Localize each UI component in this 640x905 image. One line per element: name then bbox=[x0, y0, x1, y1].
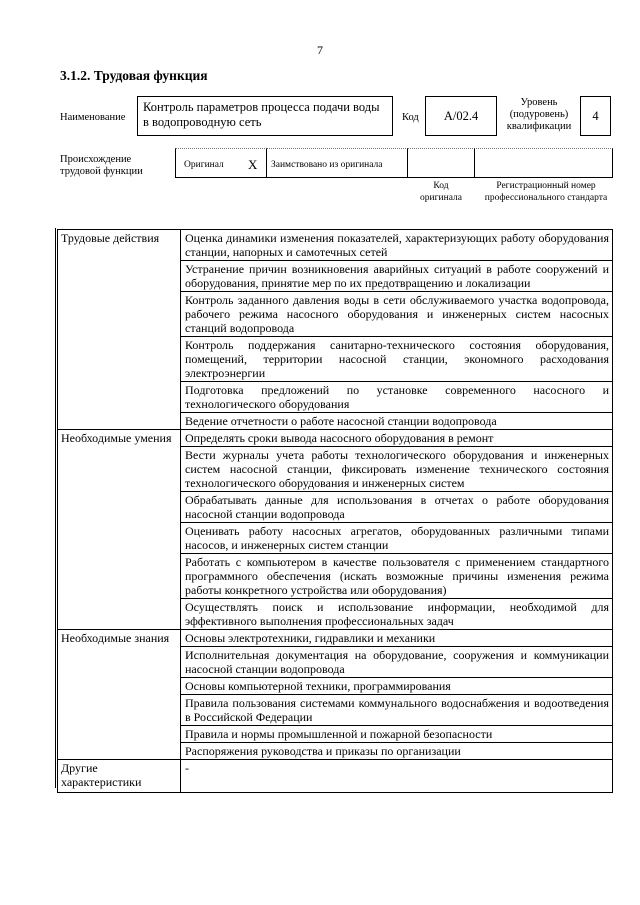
level-value: 4 bbox=[592, 108, 599, 123]
table-cell: Правила и нормы промышленной и пожарной безопасности bbox=[181, 726, 613, 743]
group-title: Необходимые умения bbox=[58, 430, 181, 630]
table-cell: Правила пользования системами коммунального водоснабжения и водоотведения в Российской Федерации bbox=[181, 695, 613, 726]
table-cell: - bbox=[181, 760, 613, 793]
table-cell: Основы электротехники, гидравлики и механики bbox=[181, 630, 613, 647]
original-label: Оригинал bbox=[184, 160, 224, 170]
table-row bbox=[58, 430, 613, 447]
table-row bbox=[58, 230, 613, 261]
code-value: А/02.4 bbox=[443, 108, 479, 123]
table-cell: Основы компьютерной техники, программирования bbox=[181, 678, 613, 695]
page-number: 7 bbox=[317, 43, 323, 57]
table-cell: Распоряжения руководства и приказы по организации bbox=[181, 743, 613, 760]
group-title: Другие характеристики bbox=[58, 760, 181, 793]
function-name-value: Контроль параметров процесса подачи воды в водопроводную сеть bbox=[143, 100, 380, 129]
table-cell: Исполнительная документация на оборудование, сооружения и коммуникации насосной станции водопровода bbox=[181, 647, 613, 678]
table-row bbox=[58, 630, 613, 647]
reg-number-caption: Регистрационный номер профессионального стандарта bbox=[484, 181, 608, 203]
code-label: Код bbox=[402, 112, 419, 123]
original-mark: X bbox=[248, 157, 258, 172]
table-cell: Работать с компьютером в качестве пользователя с применением стандартного программного обеспечения (искать возможные причины изменения режима работы конкретного устройства или оборудования) bbox=[181, 554, 613, 599]
code-box bbox=[425, 96, 497, 136]
code-original-cell bbox=[407, 148, 475, 178]
name-label: Наименование bbox=[60, 112, 126, 123]
table-cell: Ведение отчетности о работе насосной станции водопровода bbox=[181, 413, 613, 430]
table-cell: Определять сроки вывода насосного оборудования в ремонт bbox=[181, 430, 613, 447]
original-cell bbox=[175, 148, 267, 178]
table-cell: Оценивать работу насосных агрегатов, оборудованных различными типами насосов, и инженерных систем станции bbox=[181, 523, 613, 554]
table-cell: Контроль поддержания санитарно-технического состояния оборудования, помещений, территории насосной станции, экономного расходования электроэнергии bbox=[181, 337, 613, 382]
function-table bbox=[57, 229, 613, 793]
section-title: 3.1.2. Трудовая функция bbox=[60, 68, 208, 83]
table-cell: Устранение причин возникновения аварийных ситуаций в работе сооружений и оборудования, принятие мер по их предотвращению и локализации bbox=[181, 261, 613, 292]
borrowed-cell bbox=[266, 148, 408, 178]
table-cell: Осуществлять поиск и использование информации, необходимой для эффективного выполнения профессиональных задач bbox=[181, 599, 613, 630]
table-cell: Контроль заданного давления воды в сети обслуживаемого участка водопровода, рабочего режима насосного оборудования и инженерных систем насосных станций водопровода bbox=[181, 292, 613, 337]
origin-label: Происхождение трудовой функции bbox=[60, 154, 143, 177]
table-cell: Обрабатывать данные для использования в отчетах о работе оборудования насосной станции водопровода bbox=[181, 492, 613, 523]
table-row bbox=[58, 760, 613, 793]
group-title: Трудовые действия bbox=[58, 230, 181, 430]
table-cell: Оценка динамики изменения показателей, характеризующих работу оборудования станции, напорных и самотечных сетей bbox=[181, 230, 613, 261]
table-cell: Вести журналы учета работы технологического оборудования и инженерных систем насосной станции, фиксировать изменение технического состояния технологического оборудования и инженерных систем bbox=[181, 447, 613, 492]
function-name-box bbox=[137, 96, 393, 136]
table-cell: Подготовка предложений по установке современного насосного и технологического оборудования bbox=[181, 382, 613, 413]
reg-number-cell bbox=[474, 148, 613, 178]
level-label: Уровень (подуровень) квалификации bbox=[506, 97, 572, 132]
group-title: Необходимые знания bbox=[58, 630, 181, 760]
level-box bbox=[580, 96, 611, 136]
borrowed-label: Заимствовано из оригинала bbox=[271, 160, 383, 170]
code-original-caption: Код оригинала bbox=[420, 181, 462, 203]
